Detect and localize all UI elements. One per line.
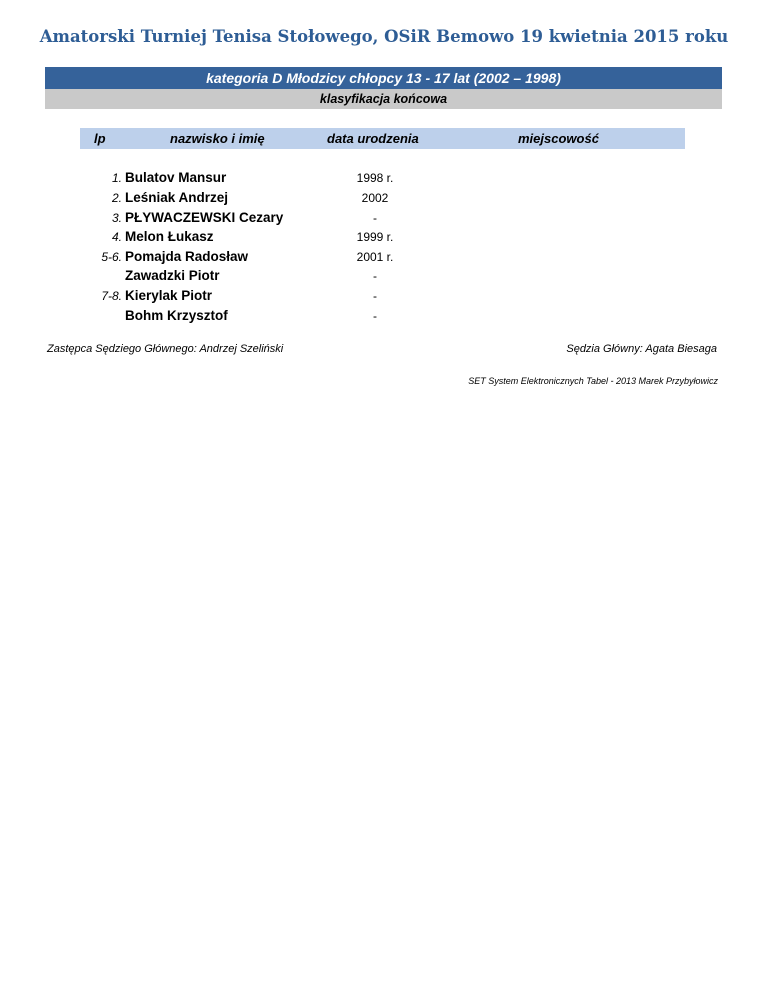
header-place: miejscowość bbox=[518, 131, 599, 146]
row-birth: 1999 r. bbox=[356, 230, 394, 244]
row-lp: 4. bbox=[111, 230, 122, 244]
row-name: Leśniak Andrzej bbox=[125, 190, 229, 205]
row-lp: 5-6. bbox=[101, 250, 122, 264]
row-lp: 2. bbox=[111, 191, 122, 205]
table-header bbox=[80, 128, 685, 149]
table-row bbox=[0, 266, 768, 286]
header-lp: lp bbox=[94, 131, 106, 146]
row-name: Bulatov Mansur bbox=[125, 170, 227, 185]
table-row bbox=[0, 168, 768, 188]
table-row bbox=[0, 188, 768, 208]
row-name: Kierylak Piotr bbox=[125, 288, 213, 303]
table-row bbox=[0, 208, 768, 228]
header-birth: data urodzenia bbox=[327, 131, 419, 146]
category-banner: kategoria D Młodzicy chłopcy 13 - 17 lat (2002 – 1998) bbox=[45, 67, 722, 89]
table-row bbox=[0, 247, 768, 267]
row-birth: 2001 r. bbox=[356, 250, 394, 264]
header-name: nazwisko i imię bbox=[170, 131, 265, 146]
page-title: Amatorski Turniej Tenisa Stołowego, OSiR Bemowo 19 kwietnia 2015 roku bbox=[39, 27, 729, 46]
row-lp: 7-8. bbox=[101, 289, 122, 303]
row-name: PŁYWACZEWSKI Cezary bbox=[125, 210, 284, 225]
row-birth: 2002 bbox=[361, 191, 389, 205]
row-lp: 1. bbox=[111, 171, 122, 185]
row-name: Zawadzki Piotr bbox=[125, 268, 220, 283]
row-birth: - bbox=[373, 309, 377, 323]
table-row bbox=[0, 286, 768, 306]
deputy-referee: Zastępca Sędziego Głównego: Andrzej Szeliński bbox=[47, 343, 284, 355]
table-row bbox=[0, 306, 768, 326]
row-birth: - bbox=[373, 211, 377, 225]
row-name: Pomajda Radosław bbox=[125, 249, 249, 264]
row-lp: 3. bbox=[111, 211, 122, 225]
software-credit: SET System Elektronicznych Tabel - 2013 Marek Przybyłowicz bbox=[468, 376, 718, 386]
chief-referee: Sędzia Główny: Agata Biesaga bbox=[566, 343, 717, 355]
table-row bbox=[0, 227, 768, 247]
row-name: Bohm Krzysztof bbox=[125, 308, 228, 323]
row-name: Melon Łukasz bbox=[125, 229, 214, 244]
row-birth: - bbox=[373, 269, 377, 283]
row-birth: - bbox=[373, 289, 377, 303]
classification-subtitle: klasyfikacja końcowa bbox=[45, 89, 722, 109]
row-birth: 1998 r. bbox=[356, 171, 394, 185]
